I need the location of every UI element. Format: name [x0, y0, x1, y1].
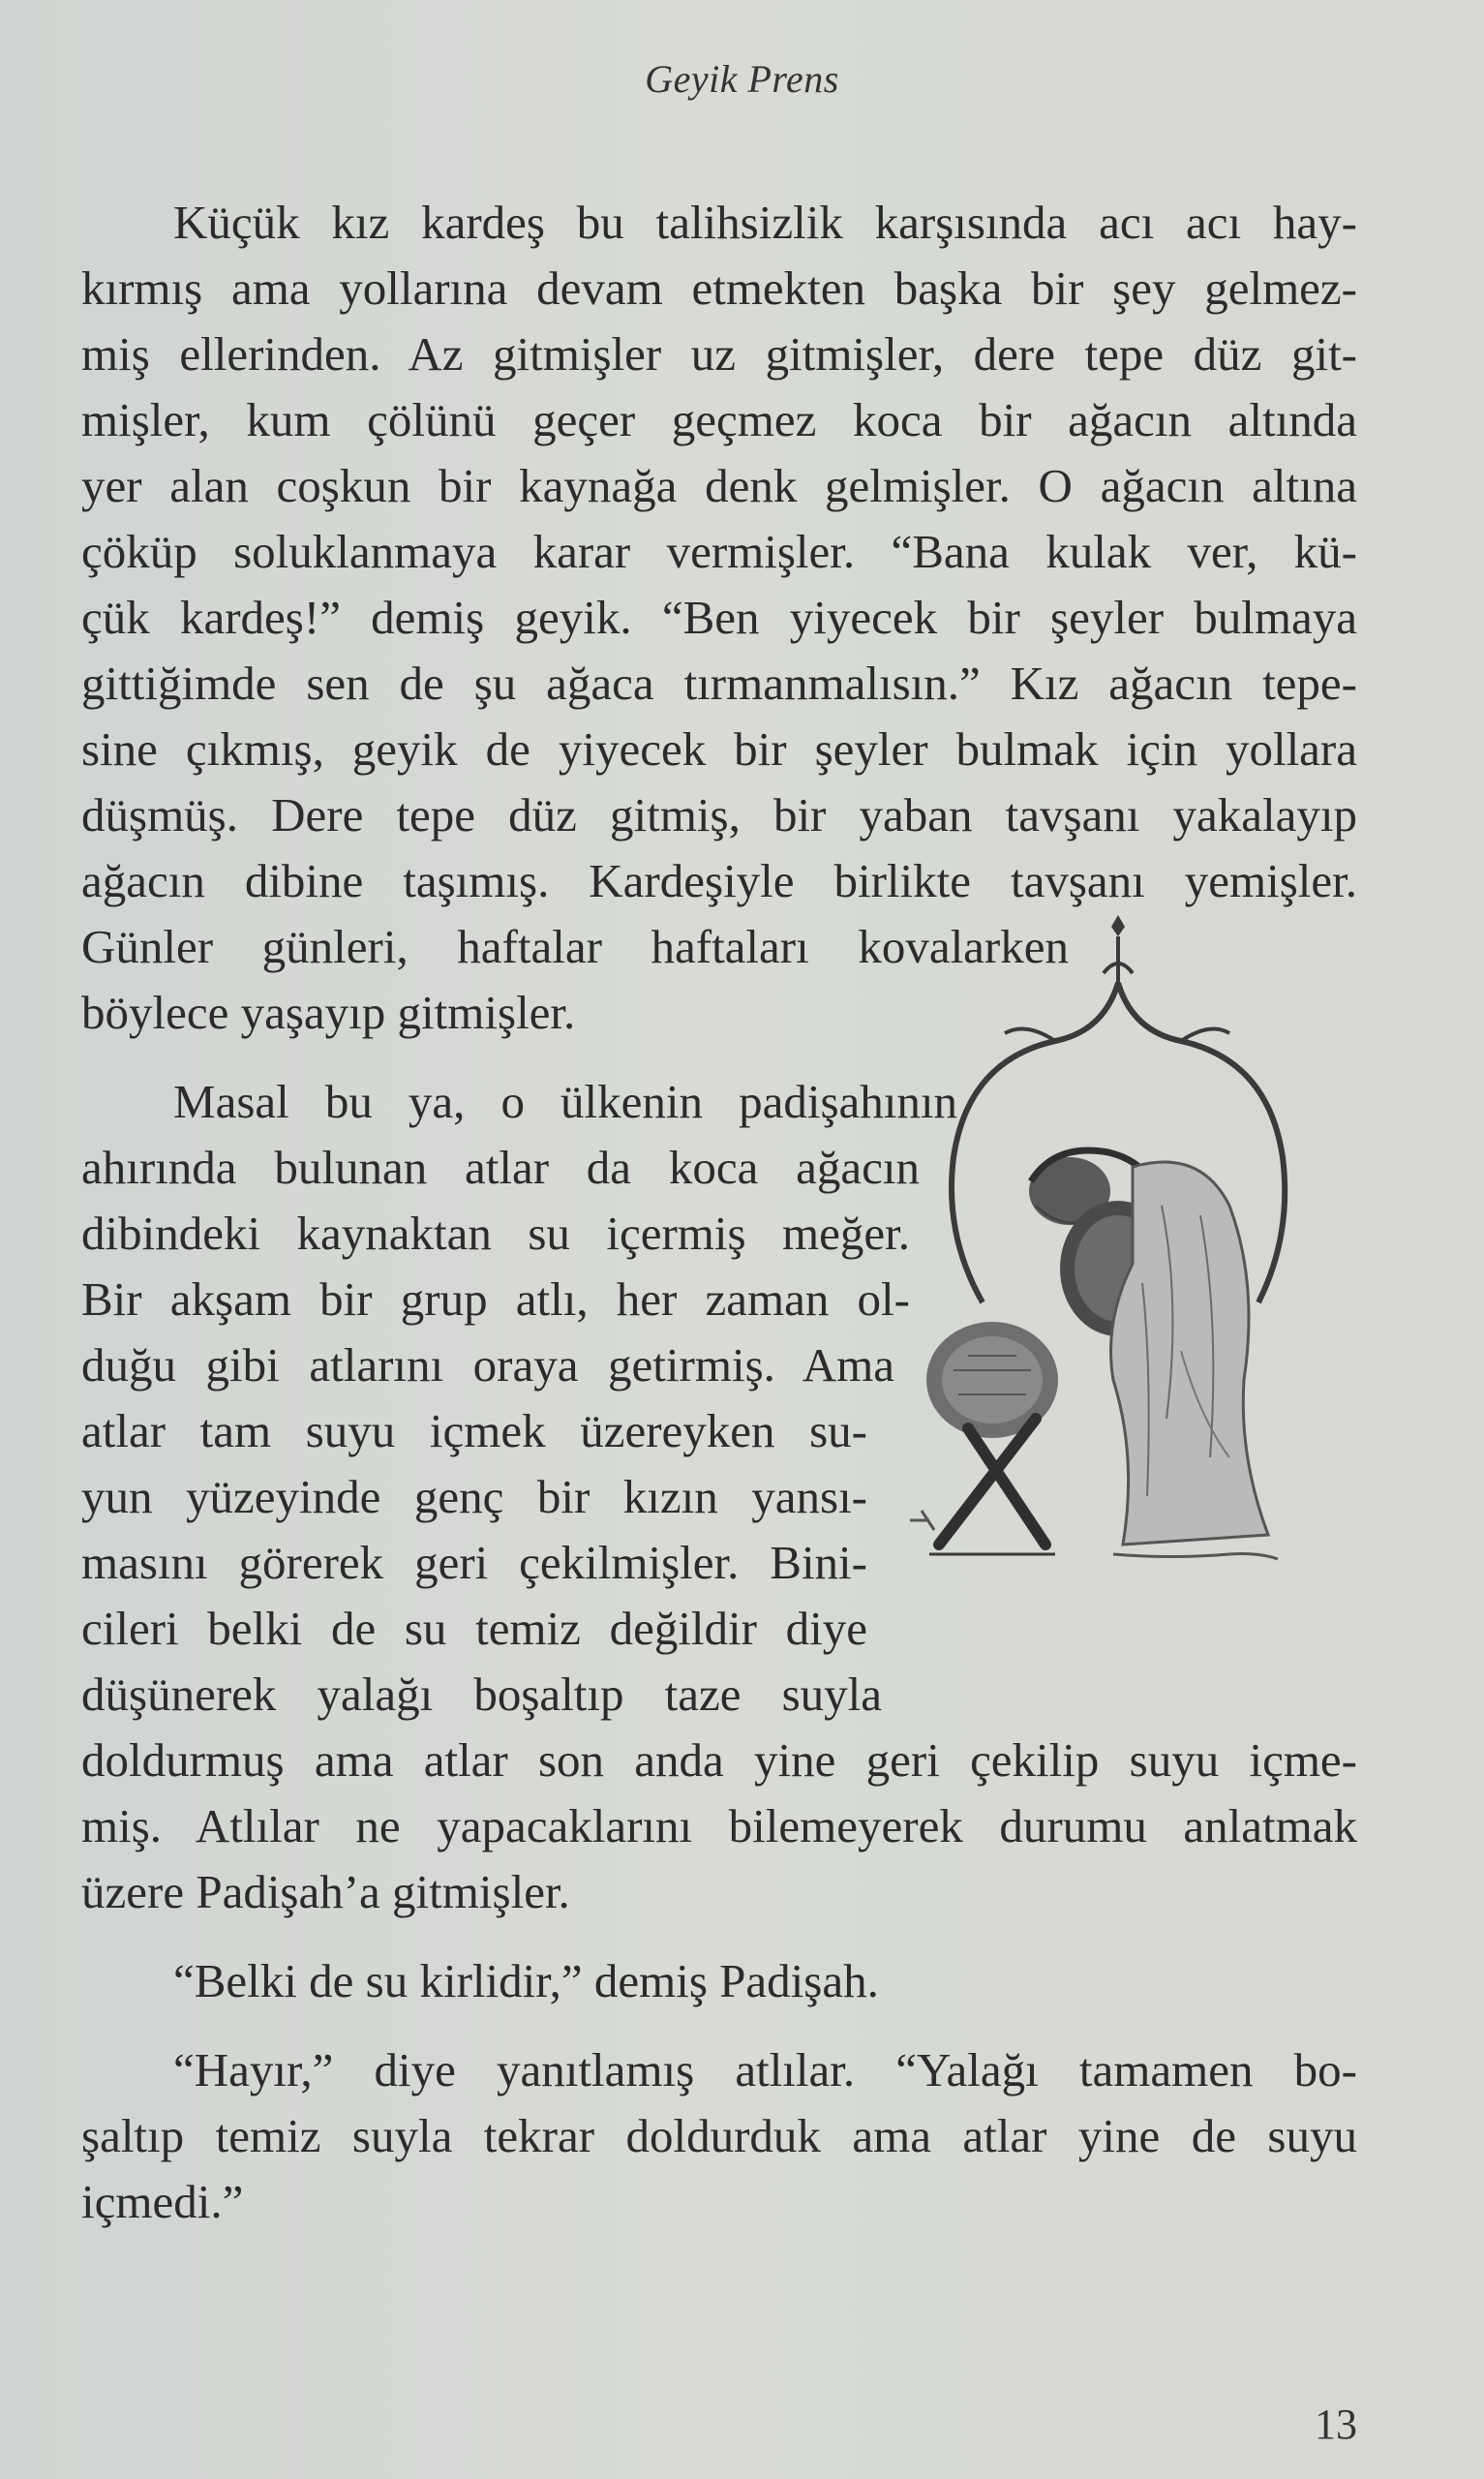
running-head: Geyik Prens — [645, 57, 839, 101]
text-line: gittiğimde sen de şu ağaca tırmanmalısın.” Kız ağacın tepe- — [81, 657, 1357, 710]
text-line: düşünerek yalağı boşaltıp taze suyla — [81, 1668, 882, 1721]
text-line: ağacın dibine taşımış. Kardeşiyle birlikte tavşanı yemişler. — [81, 854, 1357, 907]
text-line: doldurmuş ama atlar son anda yine geri çekilip suyu içme- — [81, 1733, 1357, 1787]
text-line: üzere Padişah’a gitmişler. — [81, 1865, 570, 1918]
text-line: çük kardeş!” demiş geyik. “Ben yiyecek bir şeyler bulmaya — [81, 591, 1357, 644]
text-line: çöküp soluklanmaya karar vermişler. “Bana kulak ver, kü- — [81, 525, 1357, 578]
text-line: şaltıp temiz suyla tekrar doldurduk ama atlar yine de suyu — [81, 2109, 1357, 2162]
text-line: düşmüş. Dere tepe düz gitmiş, bir yaban tavşanı yakalayıp — [81, 788, 1357, 842]
text-line: yer alan coşkun bir kaynağa denk gelmişler. O ağacın altına — [81, 459, 1357, 512]
text-line: Günler günleri, haftalar haftaları kovalarken — [81, 920, 1069, 973]
text-line: cileri belki de su temiz değildir diye — [81, 1602, 867, 1655]
paragraph-3: “Belki de su kirlidir,” demiş Padişah. — [173, 1954, 879, 2007]
text-line: miş ellerinden. Az gitmişler uz gitmişler, dere tepe düz git- — [81, 327, 1357, 381]
text-line: ahırında bulunan atlar da koca ağacın — [81, 1141, 920, 1194]
text-line: duğu gibi atlarını oraya getirmiş. Ama — [81, 1338, 894, 1392]
text-line: yun yüzeyinde genç bir kızın yansı- — [81, 1470, 867, 1523]
text-line: miş. Atlılar ne yapacaklarını bilemeyerek durumu anlatmak — [81, 1799, 1357, 1852]
text-line: Bir akşam bir grup atlı, her zaman ol- — [81, 1272, 910, 1326]
girl-at-well-illustration — [910, 915, 1297, 1632]
text-line: dibindeki kaynaktan su içermiş meğer. — [81, 1207, 910, 1260]
text-line: mişler, kum çölünü geçer geçmez koca bir ağacın altında — [81, 393, 1357, 446]
text-line: böylece yaşayıp gitmişler. — [81, 986, 576, 1039]
text-line: sine çıkmış, geyik de yiyecek bir şeyler bulmak için yollara — [81, 722, 1357, 776]
text-line: kırmış ama yollarına devam etmekten başka bir şey gelmez- — [81, 261, 1357, 315]
text-line: Masal bu ya, o ülkenin padişahının — [173, 1075, 957, 1128]
text-line: “Hayır,” diye yanıtlamış atlılar. “Yalağı tamamen bo- — [173, 2043, 1357, 2096]
text-line: atlar tam suyu içmek üzereyken su- — [81, 1404, 867, 1457]
text-line: içmedi.” — [81, 2175, 244, 2228]
text-line: masını görerek geri çekilmişler. Bini- — [81, 1536, 867, 1589]
page-number: 13 — [1315, 2401, 1357, 2448]
text-line: Küçük kız kardeş bu talihsizlik karşısında acı acı hay- — [173, 196, 1357, 249]
